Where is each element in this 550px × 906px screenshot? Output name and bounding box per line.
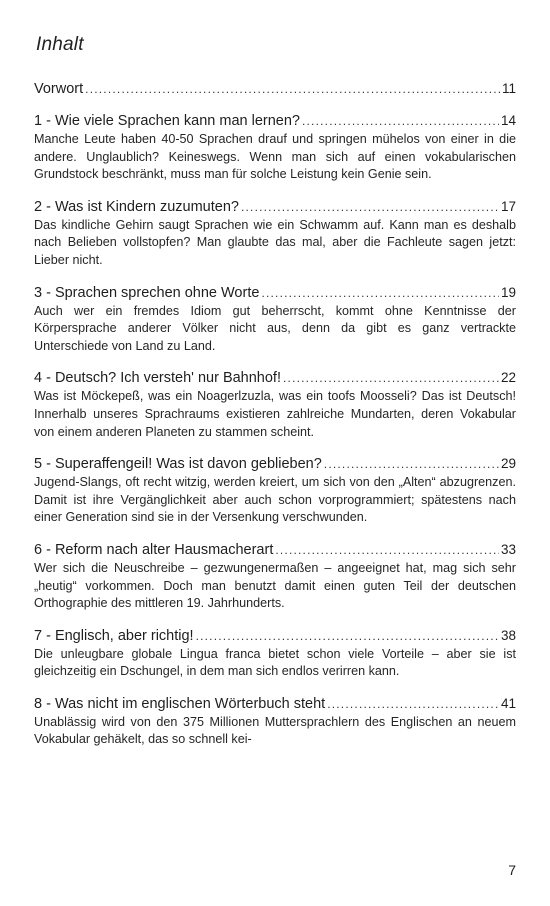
leader-dots	[324, 455, 499, 473]
leader-dots	[283, 369, 499, 387]
toc-page-number: 33	[500, 541, 516, 557]
toc-description: Die unleugbare globale Lingua franca bietet schon viele Vorteile – aber sie ist gleichzeitig ein Dschungel, in dem man sich endlos verirren kann.	[34, 646, 516, 679]
toc-description: Manche Leute haben 40-50 Sprachen drauf und springen mühelos von einer in die andere. Unglaublich? Keineswegs. Wenn man sich auf einen vokabularischen Grundstock beschränkt, muss man für solche Leistung kein Genie sein.	[34, 132, 516, 182]
toc-description: Auch wer ein fremdes Idiom gut beherrscht, kommt ohne Kenntnisse der Körpersprache anderer Völker nicht aus, denn da gibt es ganz vertrackte Unterschiede von Land zu Land.	[34, 303, 516, 353]
toc-line	[34, 541, 516, 559]
toc-page-number: 22	[500, 370, 516, 386]
toc-description: Das kindliche Gehirn saugt Sprachen wie ein Schwamm auf. Kann man es deshalb nach Belieben vollstopfen? Man glaubte das mal, aber die Fachleute sagen jetzt: Lieber nicht.	[34, 217, 516, 267]
toc-line	[34, 455, 516, 473]
toc-page-number: 41	[500, 695, 516, 711]
leader-dots	[196, 627, 499, 645]
toc-line	[34, 284, 516, 302]
toc-title: 7 - Englisch, aber richtig!	[34, 627, 194, 644]
toc-entry	[34, 284, 516, 356]
leader-dots	[302, 112, 499, 130]
toc-entry-vorwort	[34, 80, 516, 98]
toc-page-number: 14	[500, 113, 516, 128]
toc-page-number: 19	[500, 284, 516, 300]
toc-page-number: 29	[500, 456, 516, 472]
leader-dots	[261, 284, 499, 302]
toc-entry	[34, 369, 516, 441]
toc-title: 5 - Superaffengeil! Was ist davon geblieben?	[34, 456, 322, 473]
toc-title: 8 - Was nicht im englischen Wörterbuch steht	[34, 695, 326, 712]
toc-line	[34, 369, 516, 387]
toc-page-number: 38	[500, 627, 516, 643]
toc-line	[34, 627, 516, 645]
toc-entry	[34, 455, 516, 527]
toc-line	[34, 198, 516, 216]
toc-line	[34, 80, 516, 98]
leader-dots	[327, 695, 499, 713]
toc-title: 1 - Wie viele Sprachen kann man lernen?	[34, 113, 300, 129]
toc-entry	[34, 112, 516, 184]
toc-entry	[34, 541, 516, 613]
toc-title: 2 - Was ist Kindern zuzumuten?	[34, 198, 239, 215]
toc-title: 4 - Deutsch? Ich versteh' nur Bahnhof!	[34, 370, 281, 387]
toc-entry	[34, 627, 516, 681]
toc-entry	[34, 198, 516, 270]
toc-description: Was ist Möckepeß, was ein Noagerlzuzla, was ein toofs Moosseli? Das ist Deutsch! Innerhalb unseres Sprachraums existieren zahlreiche Mundarten, deren Vokabular von einem anderen Planeten zu stammen scheint.	[34, 389, 516, 439]
toc-title: 3 - Sprachen sprechen ohne Worte	[34, 284, 260, 301]
toc-description: Jugend-Slangs, oft recht witzig, werden kreiert, um sich von den „Alten“ abzugrenzen. Damit ist ihre Vergänglichkeit aber auch schon vorprogrammiert; spätestens nach einer Generation sind sie in der Versenkung verschwunden.	[34, 475, 516, 525]
toc-page-number: 17	[500, 198, 516, 214]
toc-description: Unablässig wird von den 375 Millionen Muttersprachlern des Englischen an neuem Vokabular gehäkelt, das so schnell kei-	[34, 714, 516, 747]
toc-page-number: 11	[501, 81, 516, 96]
leader-dots	[85, 80, 500, 98]
page-title: Inhalt	[36, 34, 84, 55]
toc-title: Vorwort	[34, 81, 84, 97]
toc-line	[34, 112, 516, 130]
toc-description: Wer sich die Neuschreibe – gezwungenermaßen – angeeignet hat, mag sich sehr „heutig“ vorkommen. Doch man benutzt damit einen guten Teil der deutschen Orthographie des mittleren 19. Jahrhunderts.	[34, 560, 516, 611]
page-number: 7	[508, 862, 516, 878]
toc-line	[34, 695, 516, 713]
toc-title: 6 - Reform nach alter Hausmacherart	[34, 541, 274, 558]
toc-entry	[34, 695, 516, 749]
leader-dots	[241, 198, 499, 216]
leader-dots	[275, 541, 499, 559]
